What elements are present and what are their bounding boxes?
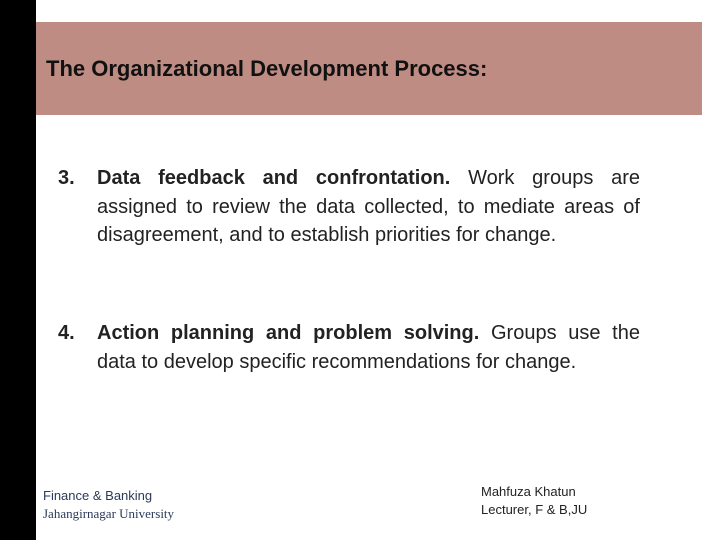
title-band [36, 22, 702, 115]
item-body: Work groups are assigned to review the data collected, to mediate areas of disagreement, and to establish priorities for change. [97, 167, 640, 246]
item-text [97, 319, 640, 376]
footer-author-block [481, 483, 587, 519]
item-number: 3. [58, 167, 75, 189]
item-number: 4. [58, 322, 75, 344]
footer-author: Mahfuza Khatun [481, 484, 576, 499]
list-item-4 [58, 319, 640, 376]
item-lead: Data feedback and confrontation. [97, 167, 451, 189]
item-text [97, 164, 640, 250]
footer-department: Finance & Banking [43, 488, 153, 503]
list-item-3 [58, 164, 640, 250]
left-black-bar [0, 0, 36, 540]
footer-university: Jahangirnagar University [43, 506, 175, 521]
slide-title: The Organizational Development Process: [46, 56, 488, 81]
footer-institution [43, 487, 174, 523]
footer-position: Lecturer, F & B,JU [481, 502, 588, 517]
item-body: Groups use the data to develop specific recommendations for change. [97, 322, 640, 373]
item-lead: Action planning and problem solving. [97, 322, 480, 344]
